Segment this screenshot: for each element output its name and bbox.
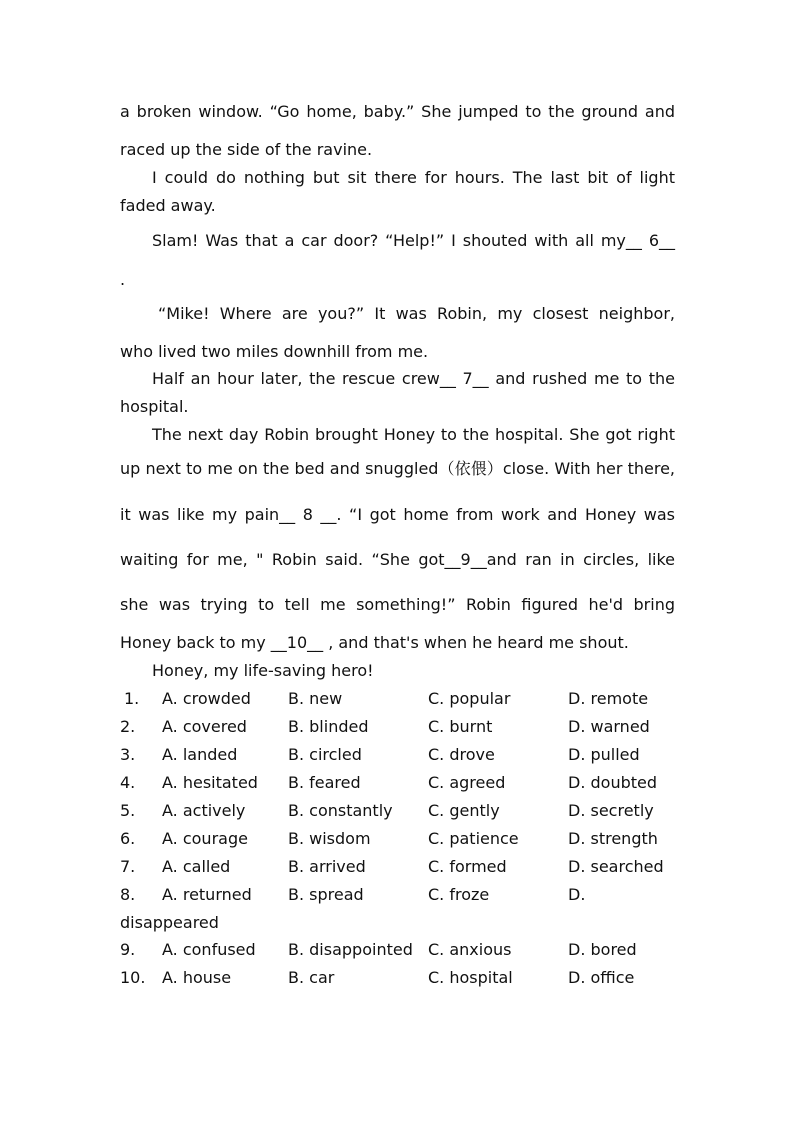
passage-line: hospital. [120, 397, 189, 416]
passage-line: Half an hour later, the rescue crew__ 7__ and rushed me to the [152, 369, 675, 388]
passage-line: The next day Robin brought Honey to the hospital. She got right [152, 425, 675, 444]
question-number: 7. [120, 857, 136, 876]
option-c: C. patience [428, 829, 519, 848]
question-number: 4. [120, 773, 136, 792]
option-d: D. searched [568, 857, 664, 876]
passage-line: a broken window. “Go home, baby.” She jumped to the ground and [120, 102, 675, 121]
passage-line: Honey, my life-saving hero! [152, 661, 374, 680]
question-row [120, 940, 680, 960]
option-b: B. constantly [288, 801, 393, 820]
option-c: C. popular [428, 689, 511, 708]
option-d: D. remote [568, 689, 649, 708]
option-a: A. hesitated [162, 773, 258, 792]
option-c: C. anxious [428, 940, 512, 959]
question-row [120, 829, 680, 849]
question-row [120, 773, 680, 793]
question-number: 6. [120, 829, 136, 848]
option-a: A. house [162, 968, 232, 987]
option-b: B. new [288, 689, 343, 708]
passage-line: “Mike! Where are you?” It was Robin, my closest neighbor, [158, 304, 675, 323]
passage-line: who lived two miles downhill from me. [120, 342, 429, 361]
passage-line: up next to me on the bed and snuggled（依偎）close. With her there, [120, 459, 675, 478]
passage-line: Honey back to my __10__ , and that's when he heard me shout. [120, 633, 629, 652]
option-a: A. actively [162, 801, 246, 820]
question-row [120, 801, 680, 821]
option-d: D. strength [568, 829, 658, 848]
question-row [120, 689, 680, 709]
question-number: 8. [120, 885, 136, 904]
option-b: B. blinded [288, 717, 369, 736]
option-d: D. bored [568, 940, 637, 959]
option-b: B. wisdom [288, 829, 371, 848]
option-a: A. crowded [162, 689, 251, 708]
option-b: B. disappointed [288, 940, 413, 959]
question-row [120, 857, 680, 877]
option-b: B. circled [288, 745, 362, 764]
option-b: B. arrived [288, 857, 366, 876]
passage-line: . [120, 270, 126, 289]
question-number: 1. [124, 689, 140, 708]
passage-line: waiting for me, " Robin said. “She got__9__and ran in circles, like [120, 550, 675, 569]
option-c: C. drove [428, 745, 495, 764]
option-c: C. agreed [428, 773, 506, 792]
option-a: A. called [162, 857, 231, 876]
option-b: B. feared [288, 773, 361, 792]
option-c: C. formed [428, 857, 507, 876]
option-c: C. gently [428, 801, 500, 820]
option-b: B. spread [288, 885, 364, 904]
passage-line: Slam! Was that a car door? “Help!” I shouted with all my__ 6__ [152, 231, 675, 250]
option-d: D. office [568, 968, 635, 987]
question-number: 3. [120, 745, 136, 764]
passage-line: raced up the side of the ravine. [120, 140, 373, 159]
passage-line: she was trying to tell me something!” Robin figured he'd bring [120, 595, 675, 614]
option-b: B. car [288, 968, 335, 987]
question-number: 5. [120, 801, 136, 820]
option-d: D. doubted [568, 773, 658, 792]
option-a: A. landed [162, 745, 238, 764]
option-d-wrap: disappeared [120, 913, 219, 932]
question-number: 2. [120, 717, 136, 736]
question-row [120, 717, 680, 737]
passage-line: faded away. [120, 196, 216, 215]
option-c: C. burnt [428, 717, 493, 736]
question-row [120, 885, 680, 905]
question-number: 10. [120, 968, 146, 987]
option-c: C. hospital [428, 968, 513, 987]
passage-line: it was like my pain__ 8 __. “I got home from work and Honey was [120, 505, 675, 524]
option-a: A. courage [162, 829, 248, 848]
passage-line: I could do nothing but sit there for hours. The last bit of light [152, 168, 675, 187]
option-a: A. confused [162, 940, 256, 959]
option-d: D. [568, 885, 586, 904]
option-a: A. returned [162, 885, 252, 904]
option-d: D. secretly [568, 801, 654, 820]
question-row [120, 745, 680, 765]
option-d: D. pulled [568, 745, 640, 764]
question-number: 9. [120, 940, 136, 959]
option-c: C. froze [428, 885, 490, 904]
option-a: A. covered [162, 717, 247, 736]
option-d: D. warned [568, 717, 650, 736]
question-row [120, 968, 680, 988]
